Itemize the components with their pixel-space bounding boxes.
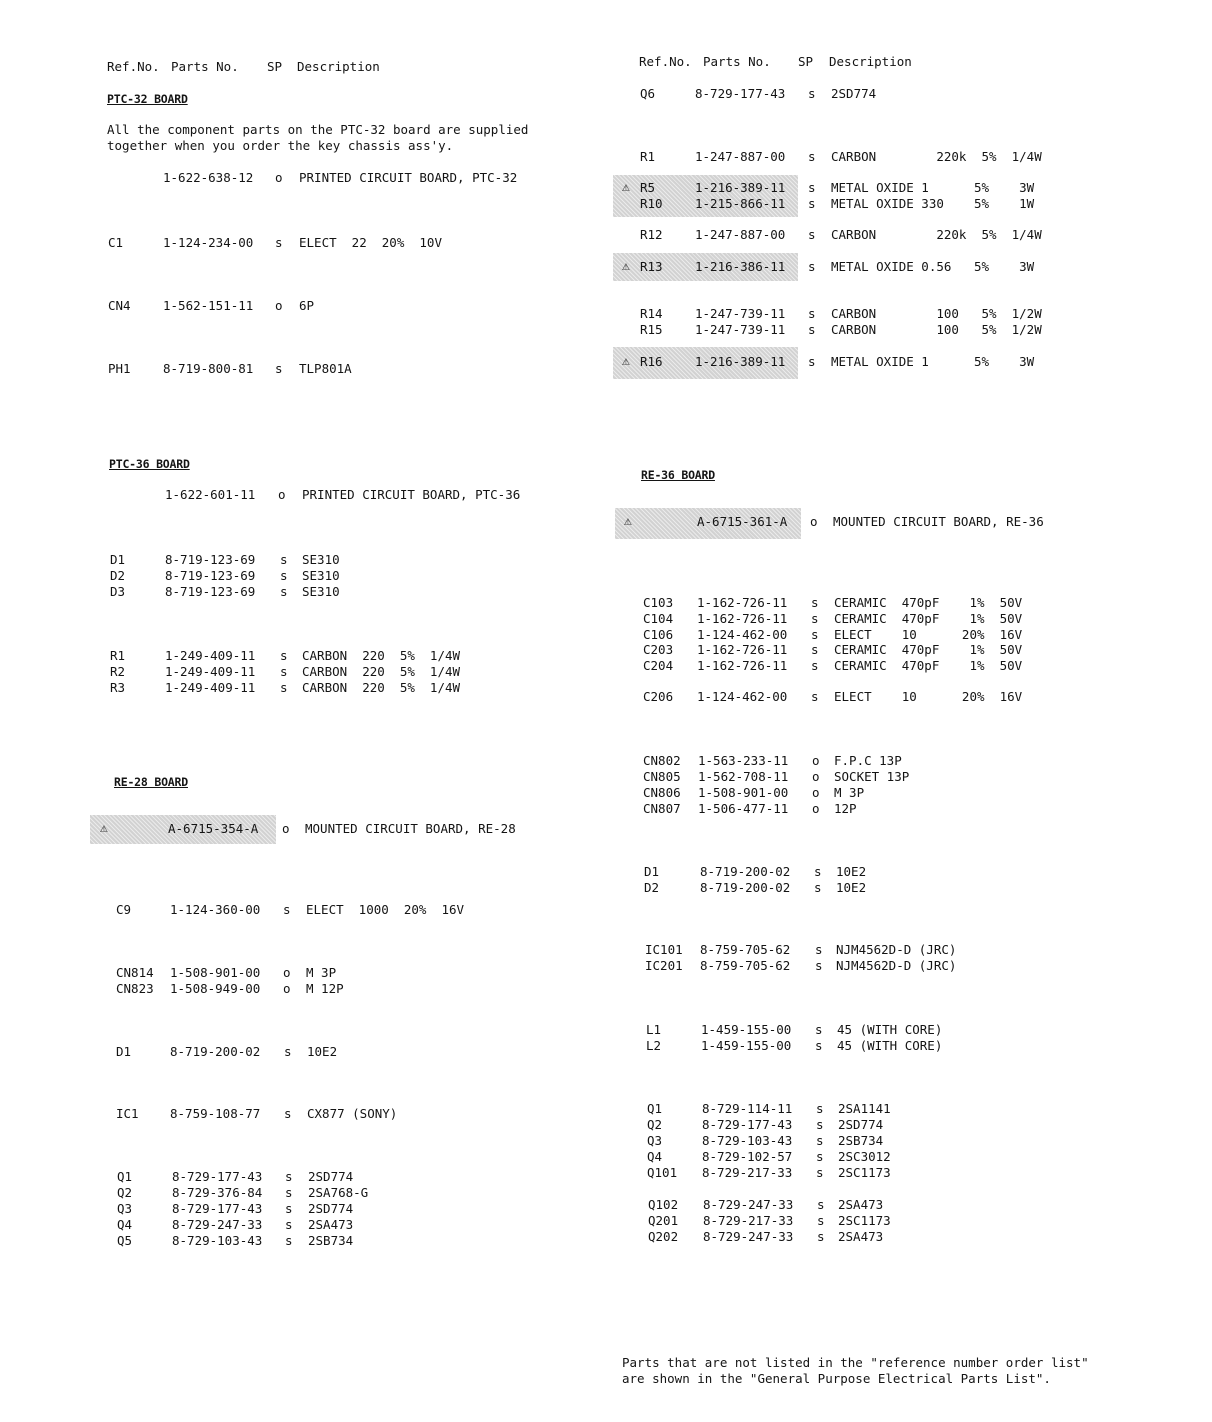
parts-no: 1-247-887-00 xyxy=(695,227,786,242)
description: ELECT 10 20% 16V xyxy=(834,689,1023,704)
ref-no: CN807 xyxy=(643,801,681,816)
sp-code: o xyxy=(275,298,283,313)
description: 10E2 xyxy=(307,1044,338,1059)
sp-code: s xyxy=(808,354,816,369)
ref-no: D2 xyxy=(644,880,660,895)
description: M 3P xyxy=(834,785,865,800)
parts-no: 8-729-247-33 xyxy=(703,1197,794,1212)
ref-no: Q101 xyxy=(647,1165,678,1180)
ref-no: R15 xyxy=(640,322,663,337)
description: 2SD774 xyxy=(308,1169,354,1184)
parts-no: 1-249-409-11 xyxy=(165,664,256,679)
parts-no: 8-719-200-02 xyxy=(700,864,791,879)
ref-no: C104 xyxy=(643,611,674,626)
ref-no: C203 xyxy=(643,642,674,657)
header-sp: SP xyxy=(267,59,283,74)
parts-no: 1-622-638-12 xyxy=(163,170,254,185)
sp-code: s xyxy=(811,658,819,673)
parts-no: 8-719-200-02 xyxy=(700,880,791,895)
description: 2SB734 xyxy=(838,1133,884,1148)
sp-code: s xyxy=(284,1044,292,1059)
parts-no: 1-459-155-00 xyxy=(701,1022,792,1037)
description: CARBON 220k 5% 1/4W xyxy=(831,227,1042,242)
sp-code: s xyxy=(280,664,288,679)
parts-no: A-6715-354-A xyxy=(168,821,259,836)
description: CARBON 100 5% 1/2W xyxy=(831,306,1042,321)
parts-no: 1-162-726-11 xyxy=(697,595,788,610)
ref-no: D1 xyxy=(116,1044,132,1059)
ref-no: Q4 xyxy=(647,1149,663,1164)
parts-no: 8-759-108-77 xyxy=(170,1106,261,1121)
description: ELECT 1000 20% 16V xyxy=(306,902,465,917)
parts-no: 1-508-901-00 xyxy=(698,785,789,800)
sp-code: o xyxy=(283,965,291,980)
description: CX877 (SONY) xyxy=(307,1106,398,1121)
parts-no: 1-124-234-00 xyxy=(163,235,254,250)
parts-no: 8-729-177-43 xyxy=(702,1117,793,1132)
ref-no: R3 xyxy=(110,680,126,695)
ref-no: C9 xyxy=(116,902,132,917)
ref-no: C1 xyxy=(108,235,124,250)
description: CERAMIC 470pF 1% 50V xyxy=(834,658,1023,673)
ref-no: CN802 xyxy=(643,753,681,768)
sp-code: s xyxy=(285,1217,293,1232)
description: CARBON 220 5% 1/4W xyxy=(302,664,461,679)
parts-no: 8-759-705-62 xyxy=(700,942,791,957)
ref-no: IC201 xyxy=(645,958,683,973)
parts-no: 8-719-200-02 xyxy=(170,1044,261,1059)
warning-triangle-icon: ⚠ xyxy=(622,354,630,369)
ref-no: C103 xyxy=(643,595,674,610)
description: METAL OXIDE 1 5% 3W xyxy=(831,180,1035,195)
header-description: Description xyxy=(829,54,912,69)
warning-triangle-icon: ⚠ xyxy=(100,821,108,836)
ref-no: CN805 xyxy=(643,769,681,784)
section-title-ptc32: PTC-32 BOARD xyxy=(107,92,188,106)
parts-no: 8-719-123-69 xyxy=(165,568,256,583)
description: 2SB734 xyxy=(308,1233,354,1248)
parts-no: 8-729-102-57 xyxy=(702,1149,793,1164)
sp-code: s xyxy=(814,864,822,879)
description: CARBON 220k 5% 1/4W xyxy=(831,149,1042,164)
sp-code: s xyxy=(285,1169,293,1184)
parts-no: 8-729-177-43 xyxy=(172,1169,263,1184)
parts-no: 8-729-114-11 xyxy=(702,1101,793,1116)
description: CERAMIC 470pF 1% 50V xyxy=(834,595,1023,610)
ref-no: R10 xyxy=(640,196,663,211)
description: 2SC1173 xyxy=(838,1165,891,1180)
ref-no: L1 xyxy=(646,1022,662,1037)
ref-no: CN814 xyxy=(116,965,154,980)
description: M 12P xyxy=(306,981,344,996)
header-parts-no: Parts No. xyxy=(703,54,771,69)
description: METAL OXIDE 0.56 5% 3W xyxy=(831,259,1035,274)
description: SE310 xyxy=(302,552,340,567)
sp-code: s xyxy=(816,1165,824,1180)
sp-code: s xyxy=(808,86,816,101)
parts-no: 1-249-409-11 xyxy=(165,648,256,663)
parts-no: 1-508-901-00 xyxy=(170,965,261,980)
description: 45 (WITH CORE) xyxy=(837,1022,943,1037)
ref-no: Q3 xyxy=(647,1133,663,1148)
parts-no: 8-729-177-43 xyxy=(172,1201,263,1216)
sp-code: o xyxy=(812,769,820,784)
sp-code: s xyxy=(808,196,816,211)
parts-no: 1-162-726-11 xyxy=(697,658,788,673)
sp-code: s xyxy=(284,1106,292,1121)
ref-no: Q5 xyxy=(117,1233,133,1248)
sp-code: s xyxy=(808,322,816,337)
parts-no: 1-162-726-11 xyxy=(697,611,788,626)
header-parts-no: Parts No. xyxy=(171,59,239,74)
parts-no: 8-729-103-43 xyxy=(702,1133,793,1148)
ref-no: R1 xyxy=(110,648,126,663)
sp-code: s xyxy=(280,552,288,567)
parts-no: 1-247-739-11 xyxy=(695,322,786,337)
sp-code: s xyxy=(811,627,819,642)
ref-no: R2 xyxy=(110,664,126,679)
sp-code: s xyxy=(280,568,288,583)
description: TLP801A xyxy=(299,361,352,376)
description: MOUNTED CIRCUIT BOARD, RE-28 xyxy=(305,821,516,836)
parts-no: 1-124-462-00 xyxy=(697,689,788,704)
parts-no: 8-719-123-69 xyxy=(165,584,256,599)
ref-no: L2 xyxy=(646,1038,662,1053)
sp-code: o xyxy=(282,821,290,836)
description: SE310 xyxy=(302,584,340,599)
description: METAL OXIDE 1 5% 3W xyxy=(831,354,1035,369)
description: 2SD774 xyxy=(308,1201,354,1216)
parts-no: 8-759-705-62 xyxy=(700,958,791,973)
description: 2SA473 xyxy=(838,1229,884,1244)
description: 2SD774 xyxy=(838,1117,884,1132)
parts-no: 1-249-409-11 xyxy=(165,680,256,695)
description: 12P xyxy=(834,801,857,816)
sp-code: s xyxy=(816,1149,824,1164)
parts-no: 1-562-708-11 xyxy=(698,769,789,784)
parts-no: 8-729-217-33 xyxy=(702,1165,793,1180)
ref-no: C206 xyxy=(643,689,674,704)
description: 10E2 xyxy=(836,864,867,879)
description: SOCKET 13P xyxy=(834,769,910,784)
parts-no: 1-216-389-11 xyxy=(695,180,786,195)
ref-no: Q2 xyxy=(117,1185,133,1200)
ref-no: CN823 xyxy=(116,981,154,996)
description: PRINTED CIRCUIT BOARD, PTC-36 xyxy=(302,487,521,502)
sp-code: s xyxy=(815,1022,823,1037)
sp-code: s xyxy=(285,1201,293,1216)
ref-no: C204 xyxy=(643,658,674,673)
ref-no: IC1 xyxy=(116,1106,139,1121)
description: M 3P xyxy=(306,965,337,980)
parts-no: 8-729-247-33 xyxy=(703,1229,794,1244)
ref-no: Q102 xyxy=(648,1197,679,1212)
footer-note: Parts that are not listed in the "reference number order list" are shown in the "General Purpose Electrical Parts List". xyxy=(622,1355,1089,1386)
ref-no: R13 xyxy=(640,259,663,274)
description: CERAMIC 470pF 1% 50V xyxy=(834,611,1023,626)
parts-no: 1-508-949-00 xyxy=(170,981,261,996)
parts-no: 1-124-360-00 xyxy=(170,902,261,917)
sp-code: s xyxy=(808,149,816,164)
ref-no: D2 xyxy=(110,568,126,583)
sp-code: s xyxy=(815,942,823,957)
ref-no: C106 xyxy=(643,627,674,642)
description: F.P.C 13P xyxy=(834,753,902,768)
sp-code: o xyxy=(810,514,818,529)
sp-code: s xyxy=(817,1197,825,1212)
ref-no: D1 xyxy=(110,552,126,567)
description: 2SC3012 xyxy=(838,1149,891,1164)
parts-no: 8-729-217-33 xyxy=(703,1213,794,1228)
ref-no: Q6 xyxy=(640,86,656,101)
description: CARBON 220 5% 1/4W xyxy=(302,680,461,695)
warning-triangle-icon: ⚠ xyxy=(622,259,630,274)
parts-no: 1-506-477-11 xyxy=(698,801,789,816)
parts-no: 1-622-601-11 xyxy=(165,487,256,502)
sp-code: s xyxy=(808,259,816,274)
parts-no: 1-162-726-11 xyxy=(697,642,788,657)
ref-no: Q2 xyxy=(647,1117,663,1132)
ref-no: R12 xyxy=(640,227,663,242)
sp-code: o xyxy=(278,487,286,502)
section-title-re36: RE-36 BOARD xyxy=(641,468,715,482)
description: CARBON 100 5% 1/2W xyxy=(831,322,1042,337)
ref-no: D3 xyxy=(110,584,126,599)
sp-code: s xyxy=(285,1185,293,1200)
parts-no: 1-216-386-11 xyxy=(695,259,786,274)
description: MOUNTED CIRCUIT BOARD, RE-36 xyxy=(833,514,1044,529)
header-description: Description xyxy=(297,59,380,74)
sp-code: s xyxy=(814,880,822,895)
sp-code: s xyxy=(808,306,816,321)
parts-no: 8-729-376-84 xyxy=(172,1185,263,1200)
description: ELECT 10 20% 16V xyxy=(834,627,1023,642)
ptc32-supply-note: All the component parts on the PTC-32 board are supplied together when you order the key chassis ass'y. xyxy=(107,122,529,153)
ref-no: Q1 xyxy=(647,1101,663,1116)
parts-no: 1-247-739-11 xyxy=(695,306,786,321)
ref-no: R1 xyxy=(640,149,656,164)
parts-no: 1-216-389-11 xyxy=(695,354,786,369)
sp-code: o xyxy=(812,785,820,800)
sp-code: s xyxy=(817,1229,825,1244)
parts-no: A-6715-361-A xyxy=(697,514,788,529)
description: 2SA1141 xyxy=(838,1101,891,1116)
sp-code: s xyxy=(815,1038,823,1053)
ref-no: Q202 xyxy=(648,1229,679,1244)
header-sp: SP xyxy=(798,54,814,69)
parts-no: 8-719-123-69 xyxy=(165,552,256,567)
description: CERAMIC 470pF 1% 50V xyxy=(834,642,1023,657)
description: ELECT 22 20% 10V xyxy=(299,235,442,250)
parts-no: 1-563-233-11 xyxy=(698,753,789,768)
description: METAL OXIDE 330 5% 1W xyxy=(831,196,1035,211)
sp-code: s xyxy=(811,611,819,626)
warning-triangle-icon: ⚠ xyxy=(624,514,632,529)
sp-code: s xyxy=(811,595,819,610)
sp-code: s xyxy=(285,1233,293,1248)
ref-no: PH1 xyxy=(108,361,131,376)
sp-code: s xyxy=(283,902,291,917)
description: PRINTED CIRCUIT BOARD, PTC-32 xyxy=(299,170,518,185)
ref-no: CN4 xyxy=(108,298,131,313)
sp-code: o xyxy=(812,801,820,816)
warning-triangle-icon: ⚠ xyxy=(622,180,630,195)
ref-no: Q4 xyxy=(117,1217,133,1232)
sp-code: s xyxy=(816,1117,824,1132)
parts-no: 8-719-800-81 xyxy=(163,361,254,376)
sp-code: s xyxy=(275,361,283,376)
description: NJM4562D-D (JRC) xyxy=(836,942,957,957)
description: 10E2 xyxy=(836,880,867,895)
parts-no: 1-215-866-11 xyxy=(695,196,786,211)
description: 6P xyxy=(299,298,315,313)
parts-no: 8-729-247-33 xyxy=(172,1217,263,1232)
sp-code: s xyxy=(275,235,283,250)
ref-no: R14 xyxy=(640,306,663,321)
parts-no: 1-562-151-11 xyxy=(163,298,254,313)
section-title-ptc36: PTC-36 BOARD xyxy=(109,457,190,471)
description: CARBON 220 5% 1/4W xyxy=(302,648,461,663)
sp-code: o xyxy=(275,170,283,185)
sp-code: s xyxy=(808,227,816,242)
sp-code: s xyxy=(811,689,819,704)
ref-no: D1 xyxy=(644,864,660,879)
ref-no: R16 xyxy=(640,354,663,369)
sp-code: s xyxy=(808,180,816,195)
description: NJM4562D-D (JRC) xyxy=(836,958,957,973)
ref-no: Q3 xyxy=(117,1201,133,1216)
ref-no: Q1 xyxy=(117,1169,133,1184)
sp-code: s xyxy=(817,1213,825,1228)
sp-code: o xyxy=(283,981,291,996)
parts-no: 1-124-462-00 xyxy=(697,627,788,642)
sp-code: s xyxy=(280,680,288,695)
ref-no: IC101 xyxy=(645,942,683,957)
description: SE310 xyxy=(302,568,340,583)
header-ref-no: Ref.No. xyxy=(107,59,160,74)
description: 2SD774 xyxy=(831,86,877,101)
ref-no: CN806 xyxy=(643,785,681,800)
description: 2SA768-G xyxy=(308,1185,369,1200)
ref-no: R5 xyxy=(640,180,656,195)
description: 45 (WITH CORE) xyxy=(837,1038,943,1053)
sp-code: s xyxy=(816,1133,824,1148)
section-title-re28: RE-28 BOARD xyxy=(114,775,188,789)
description: 2SC1173 xyxy=(838,1213,891,1228)
parts-no: 1-247-887-00 xyxy=(695,149,786,164)
sp-code: s xyxy=(280,584,288,599)
sp-code: s xyxy=(811,642,819,657)
parts-no: 8-729-103-43 xyxy=(172,1233,263,1248)
header-ref-no: Ref.No. xyxy=(639,54,692,69)
sp-code: o xyxy=(812,753,820,768)
description: 2SA473 xyxy=(308,1217,354,1232)
sp-code: s xyxy=(816,1101,824,1116)
ref-no: Q201 xyxy=(648,1213,679,1228)
parts-no: 8-729-177-43 xyxy=(695,86,786,101)
sp-code: s xyxy=(280,648,288,663)
parts-no: 1-459-155-00 xyxy=(701,1038,792,1053)
description: 2SA473 xyxy=(838,1197,884,1212)
sp-code: s xyxy=(815,958,823,973)
